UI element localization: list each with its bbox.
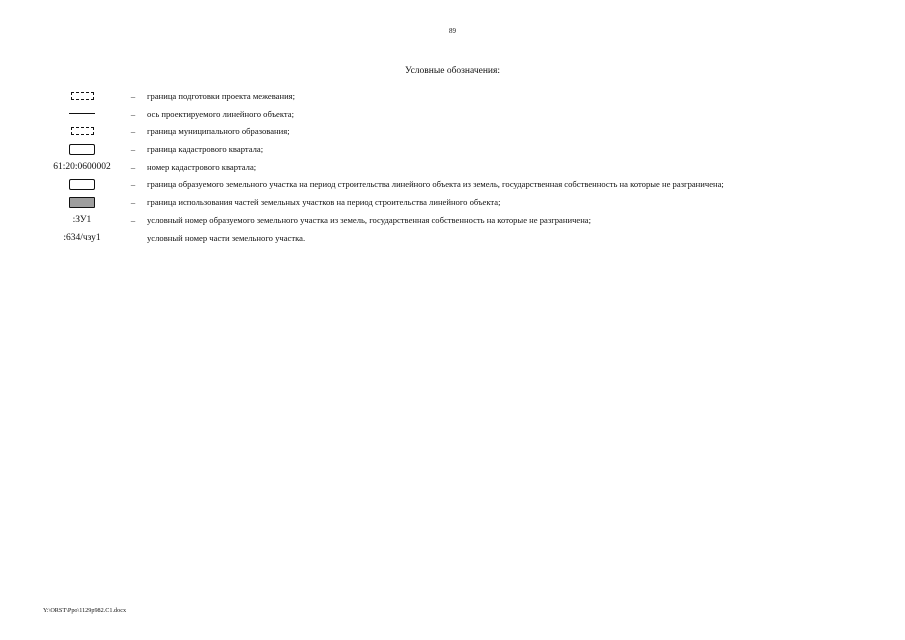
legend-description: ось проектируемого линейного объекта; <box>147 108 294 119</box>
cadastral-quarter-boundary-icon <box>69 144 95 155</box>
legend-symbol <box>40 159 124 175</box>
land-plot-boundary-icon <box>69 179 95 190</box>
legend-description: условный номер образуемого земельного участка из земель, государственная собственность на которые не разграничена; <box>147 214 592 225</box>
legend-dash: – <box>130 161 136 172</box>
legend-dash: – <box>130 91 136 101</box>
legend-item <box>40 176 900 194</box>
legend-dash: – <box>130 144 136 155</box>
page-number: 89 <box>449 27 456 35</box>
legend-symbol <box>40 88 124 104</box>
footer-file-path: Y:\ORST\Ppo\1129p982.C1.docx <box>43 607 127 614</box>
legend-item <box>40 106 900 124</box>
legend-title: Условные обозначения: <box>404 66 500 76</box>
legend-symbol <box>40 141 124 157</box>
legend-dash: – <box>130 108 136 119</box>
legend-description: граница муниципального образования; <box>147 126 290 137</box>
legend-dash: – <box>130 197 136 208</box>
legend-item <box>40 123 900 141</box>
legend-description: граница подготовки проекта межевания; <box>147 91 296 101</box>
legend-description: граница использования частей земельных участков на период строительства линейного объекта; <box>147 197 501 208</box>
legend-symbol <box>40 230 124 246</box>
legend-item <box>40 141 900 159</box>
legend-symbol <box>40 212 124 228</box>
municipal-boundary-icon <box>71 127 94 135</box>
plot-part-number-code: :634/чзу1 <box>63 232 101 243</box>
legend-dash: – <box>130 179 136 190</box>
legend-description: граница кадастрового квартала; <box>147 144 264 155</box>
legend-item <box>40 212 900 230</box>
parts-usage-boundary-icon <box>69 197 95 208</box>
legend-dash: – <box>130 214 136 225</box>
legend-description: граница образуемого земельного участка на период строительства линейного объекта из земель, государственная собственность на которые не разграничена; <box>147 179 724 190</box>
legend-symbol <box>40 123 124 139</box>
legend-description: условный номер части земельного участка. <box>147 232 306 243</box>
legend-item <box>40 159 900 177</box>
boundary-dashed-icon <box>71 92 94 100</box>
legend-dash: – <box>130 126 136 137</box>
legend-symbol <box>40 106 124 122</box>
line-axis-icon <box>69 113 95 114</box>
legend-list <box>40 88 900 247</box>
cadastral-quarter-number-code: 61:20:0600002 <box>53 161 111 172</box>
legend-symbol <box>40 176 124 192</box>
legend-description: номер кадастрового квартала; <box>147 161 257 172</box>
legend-item <box>40 88 900 106</box>
legend-item <box>40 230 900 248</box>
legend-symbol <box>40 194 124 210</box>
plot-number-code: :ЗУ1 <box>72 214 92 225</box>
legend-item <box>40 194 900 212</box>
